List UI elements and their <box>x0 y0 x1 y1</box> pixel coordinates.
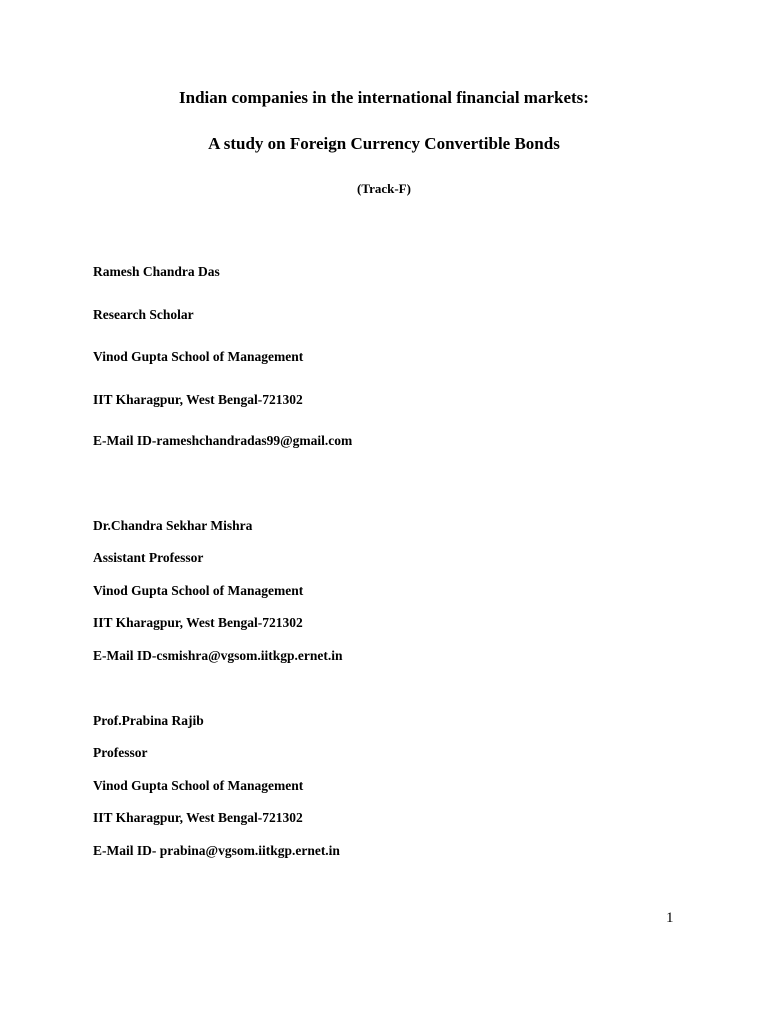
author-1-school: Vinod Gupta School of Management <box>93 349 304 364</box>
author-3-school: Vinod Gupta School of Management <box>93 778 304 793</box>
track-label: (Track-F) <box>357 181 411 196</box>
author-1-name: Ramesh Chandra Das <box>93 264 220 279</box>
author-2-address: IIT Kharagpur, West Bengal-721302 <box>93 615 303 630</box>
author-3-email: E-Mail ID- prabina@vgsom.iitkgp.ernet.in <box>93 843 340 858</box>
author-1-address: IIT Kharagpur, West Bengal-721302 <box>93 392 303 407</box>
title-line-1: Indian companies in the international financial markets: <box>179 88 589 107</box>
author-2-email: E-Mail ID-csmishra@vgsom.iitkgp.ernet.in <box>93 648 343 663</box>
author-3-address: IIT Kharagpur, West Bengal-721302 <box>93 810 303 825</box>
author-2-school: Vinod Gupta School of Management <box>93 583 304 598</box>
author-2-position: Assistant Professor <box>93 550 204 565</box>
author-1-email: E-Mail ID-rameshchandradas99@gmail.com <box>93 433 353 448</box>
author-2-name: Dr.Chandra Sekhar Mishra <box>93 518 253 533</box>
title-line-2: A study on Foreign Currency Convertible Bonds <box>208 134 560 153</box>
author-3-name: Prof.Prabina Rajib <box>93 713 204 728</box>
author-1-position: Research Scholar <box>93 307 194 322</box>
page-number: 1 <box>666 910 674 926</box>
author-3-position: Professor <box>93 745 148 760</box>
